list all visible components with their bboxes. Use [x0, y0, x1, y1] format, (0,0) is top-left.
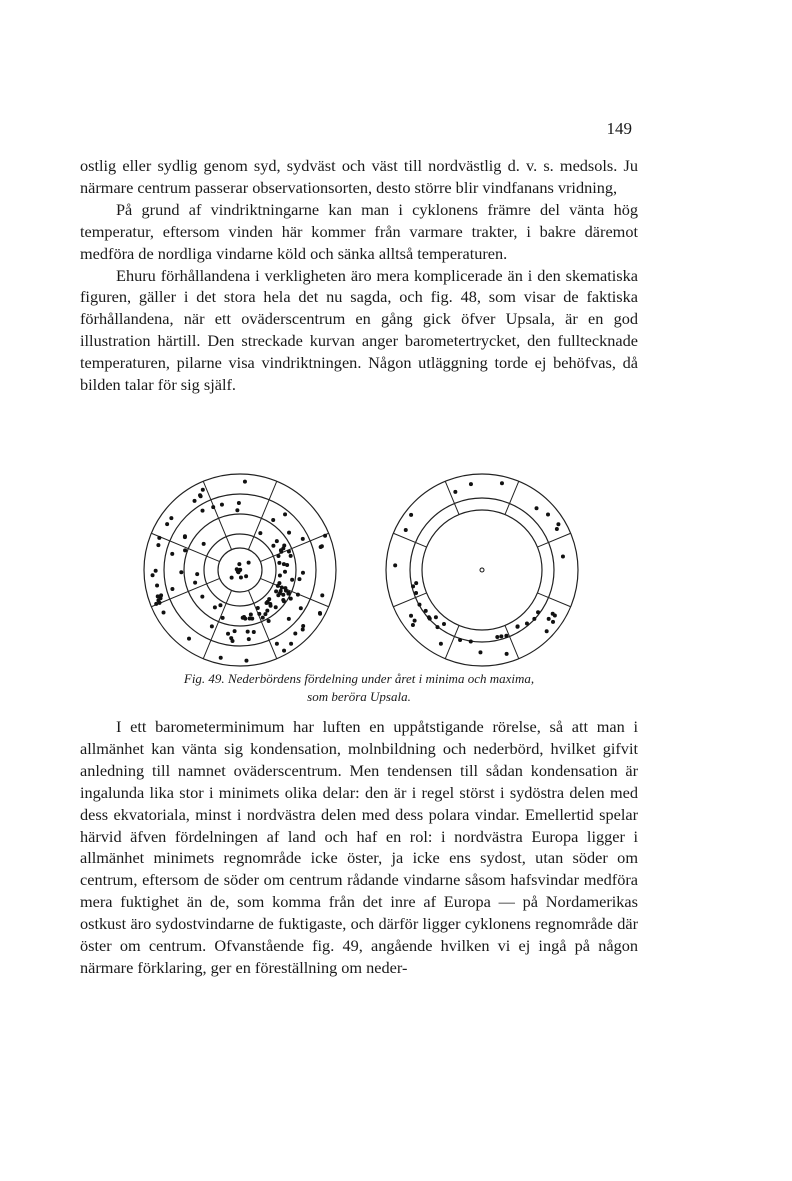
- precipitation-dot: [546, 512, 550, 516]
- precipitation-dot: [231, 639, 235, 643]
- page-number: 149: [606, 119, 632, 138]
- precipitation-dot: [275, 642, 279, 646]
- precipitation-dot: [154, 569, 158, 573]
- precipitation-dot: [293, 632, 297, 636]
- precipitation-dot: [243, 617, 247, 621]
- sector-divider: [445, 481, 459, 514]
- precipitation-dot: [320, 593, 324, 597]
- precipitation-dot: [247, 561, 251, 565]
- precipitation-dot: [287, 549, 291, 553]
- precipitation-dot: [243, 480, 247, 484]
- caption-line-2: som beröra Upsala.: [307, 689, 411, 704]
- precipitation-dot: [283, 586, 287, 590]
- precipitation-dot: [277, 561, 281, 565]
- precipitation-dot: [202, 542, 206, 546]
- precipitation-dot: [411, 584, 415, 588]
- paragraph: Ehuru förhållandena i verkligheten äro mera komplicerade än i den skematiska figuren, gäller i det stora hela det nu sagda, och fig. 48, som visar de faktiska förhållandena, när ett oväderscentrum en gång gick öfver Upsala, är en god illustration härtill. Den streckade kurvan anger barometertrycket, den fulltecknade temperaturen, pilarne visa vindriktningen. Någon utläggning torde ej behöfvas, då bilden talar för sig själf.: [80, 265, 638, 395]
- precipitation-dot: [237, 501, 241, 505]
- precipitation-dot: [280, 586, 284, 590]
- precipitation-dot: [434, 615, 438, 619]
- precipitation-dot: [200, 595, 204, 599]
- precipitation-dot: [193, 499, 197, 503]
- precipitation-dot: [265, 601, 269, 605]
- precipitation-dot: [551, 620, 555, 624]
- precipitation-dot: [210, 624, 214, 628]
- precipitation-dot: [201, 488, 205, 492]
- precipitation-dot: [235, 508, 239, 512]
- precipitation-dot: [247, 637, 251, 641]
- precipitation-dot: [547, 617, 551, 621]
- precipitation-dot: [535, 506, 539, 510]
- precipitation-dot: [297, 577, 301, 581]
- sector-divider: [505, 481, 519, 514]
- precipitation-dot: [545, 629, 549, 633]
- precipitation-dot: [283, 570, 287, 574]
- precipitation-dot: [289, 597, 293, 601]
- precipitation-dot: [424, 609, 428, 613]
- precipitation-dot: [458, 638, 462, 642]
- paragraph: På grund af vindriktningarne kan man i cyklonens främre del vänta hög temperatur, eftersom vinden här kommer från varmare trakter, i bakre däremot medföra de nordliga vindarne köld och sänka alltså temperaturen.: [80, 199, 638, 263]
- precipitation-dot: [278, 591, 282, 595]
- precipitation-dot: [320, 544, 324, 548]
- precipitation-dot: [453, 490, 457, 494]
- minima-diagram: [140, 470, 340, 670]
- precipitation-dot: [165, 522, 169, 526]
- precipitation-dot: [239, 575, 243, 579]
- ring-circle: [386, 474, 578, 666]
- sector-divider: [537, 593, 570, 607]
- figure-caption: [80, 670, 638, 706]
- precipitation-dot: [439, 642, 443, 646]
- sector-divider: [537, 533, 570, 547]
- precipitation-dot: [287, 531, 291, 535]
- precipitation-dot: [282, 599, 286, 603]
- precipitation-dot: [162, 611, 166, 615]
- precipitation-dot: [263, 612, 267, 616]
- precipitation-dot: [156, 594, 160, 598]
- center-dot: [480, 568, 484, 572]
- caption-line-1: Nederbördens fördelning under året i minima och maxima,: [227, 671, 535, 686]
- paragraph: ostlig eller sydlig genom syd, sydväst och väst till nordvästlig d. v. s. medsols. Ju närmare centrum passerar observationsorten, desto större blir vindfanans vridning,: [80, 156, 638, 197]
- precipitation-dot: [532, 617, 536, 621]
- precipitation-dot: [179, 570, 183, 574]
- precipitation-dot: [274, 605, 278, 609]
- precipitation-dot: [244, 659, 248, 663]
- precipitation-dot: [211, 505, 215, 509]
- precipitation-dot: [218, 603, 222, 607]
- precipitation-dot: [301, 627, 305, 631]
- precipitation-dot: [301, 537, 305, 541]
- precipitation-dot: [536, 610, 540, 614]
- precipitation-dot: [283, 512, 287, 516]
- precipitation-dot: [286, 592, 290, 596]
- paragraph: I ett barometerminimum har luften en uppåtstigande rörelse, så att man i allmänhet kan vänta sig kondensation, molnbildning och nederbörd, hvilket gifvit anledning till namnet oväderscentrum. Men tendensen till sådan kondensation är ingalunda lika stor i minimets olika delar: den är i regel störst i sydöstra delen med dess ekvatoriala, minst i nordvästra delen med dess polara vindar. Emellertid spelar härvid äfven fördelningen af land och haf en rol: i nordvästra Europa ligger i allmänhet minimets regnområde icke öster, ja icke ens sydost, utan söder om centrum, eftersom de söder om centrum rådande vindarne såsom hafsvindar medföra mera fuktighet än de, som komma från det inre af Europa — på Nordamerikas ostkust äro sydostvindarne de fuktigaste, och därför ligger cyklonens regnområde där öster om centrum. Ofvanstående fig. 49, angående hvilken vi ej ingå på någon närmare förklaring, ger en föreställning om neder-: [80, 717, 638, 977]
- precipitation-dot: [393, 563, 397, 567]
- precipitation-dot: [553, 614, 557, 618]
- precipitation-dot: [193, 581, 197, 585]
- precipitation-dot: [195, 572, 199, 576]
- precipitation-dot: [274, 589, 278, 593]
- precipitation-dot: [244, 574, 248, 578]
- precipitation-dot: [246, 630, 250, 634]
- precipitation-dot: [478, 650, 482, 654]
- precipitation-dot: [201, 509, 205, 513]
- precipitation-dot: [151, 573, 155, 577]
- ring-circle: [422, 510, 542, 630]
- figure-49: [140, 470, 600, 700]
- precipitation-dot: [169, 516, 173, 520]
- precipitation-dot: [219, 656, 223, 660]
- precipitation-dot: [525, 621, 529, 625]
- precipitation-dot: [499, 634, 503, 638]
- precipitation-dot: [155, 583, 159, 587]
- precipitation-dot: [469, 639, 473, 643]
- body-text-top: [80, 155, 638, 396]
- precipitation-dot: [252, 630, 256, 634]
- precipitation-dot: [561, 554, 565, 558]
- precipitation-dot: [411, 623, 415, 627]
- caption-label: Fig. 49.: [183, 671, 225, 686]
- precipitation-dot: [157, 536, 161, 540]
- precipitation-dot: [237, 562, 241, 566]
- precipitation-dot: [555, 527, 559, 531]
- precipitation-dot: [318, 612, 322, 616]
- precipitation-dot: [256, 606, 260, 610]
- precipitation-dot: [409, 614, 413, 618]
- precipitation-dot: [504, 634, 508, 638]
- precipitation-dot: [261, 616, 265, 620]
- precipitation-dot: [500, 481, 504, 485]
- precipitation-dot: [276, 584, 280, 588]
- precipitation-dot: [469, 482, 473, 486]
- precipitation-dot: [275, 539, 279, 543]
- precipitation-dot: [271, 518, 275, 522]
- precipitation-dot: [154, 602, 158, 606]
- precipitation-dot: [289, 554, 293, 558]
- precipitation-dot: [271, 544, 275, 548]
- precipitation-dot: [220, 503, 224, 507]
- precipitation-dot: [198, 493, 202, 497]
- precipitation-dot: [183, 548, 187, 552]
- precipitation-dot: [249, 613, 253, 617]
- precipitation-dot: [413, 619, 417, 623]
- precipitation-dot: [299, 606, 303, 610]
- precipitation-dot: [287, 617, 291, 621]
- precipitation-dot: [515, 625, 519, 629]
- precipitation-dot: [289, 642, 293, 646]
- precipitation-dot: [276, 554, 280, 558]
- precipitation-dot: [183, 534, 187, 538]
- ring-circle: [410, 498, 554, 642]
- precipitation-dot: [282, 649, 286, 653]
- sector-divider: [393, 593, 426, 607]
- precipitation-dot: [285, 563, 289, 567]
- precipitation-dot: [505, 652, 509, 656]
- precipitation-dot: [257, 612, 261, 616]
- precipitation-dot: [495, 635, 499, 639]
- precipitation-dot: [265, 609, 269, 613]
- precipitation-dot: [323, 534, 327, 538]
- precipitation-dot: [267, 619, 271, 623]
- precipitation-dot: [442, 622, 446, 626]
- precipitation-dot: [226, 632, 230, 636]
- precipitation-dot: [414, 581, 418, 585]
- body-text-bottom: [80, 716, 638, 979]
- precipitation-dot: [170, 552, 174, 556]
- precipitation-dot: [258, 531, 262, 535]
- precipitation-dot: [435, 625, 439, 629]
- precipitation-dot: [236, 570, 240, 574]
- precipitation-dot: [233, 629, 237, 633]
- precipitation-dot: [301, 624, 305, 628]
- maxima-diagram: [382, 470, 582, 670]
- precipitation-dot: [414, 591, 418, 595]
- precipitation-dot: [187, 637, 191, 641]
- precipitation-dot: [417, 603, 421, 607]
- precipitation-dot: [556, 522, 560, 526]
- precipitation-dot: [428, 617, 432, 621]
- precipitation-dot: [156, 543, 160, 547]
- precipitation-dot: [404, 528, 408, 532]
- sector-divider: [445, 625, 459, 658]
- precipitation-dot: [159, 593, 163, 597]
- precipitation-dot: [170, 587, 174, 591]
- precipitation-dot: [301, 571, 305, 575]
- precipitation-dot: [279, 548, 283, 552]
- sector-divider: [393, 533, 426, 547]
- precipitation-dot: [296, 593, 300, 597]
- precipitation-dot: [213, 605, 217, 609]
- precipitation-dot: [290, 578, 294, 582]
- precipitation-dot: [250, 617, 254, 621]
- precipitation-dot: [278, 573, 282, 577]
- precipitation-dot: [221, 616, 225, 620]
- precipitation-dot: [409, 513, 413, 517]
- precipitation-dot: [230, 576, 234, 580]
